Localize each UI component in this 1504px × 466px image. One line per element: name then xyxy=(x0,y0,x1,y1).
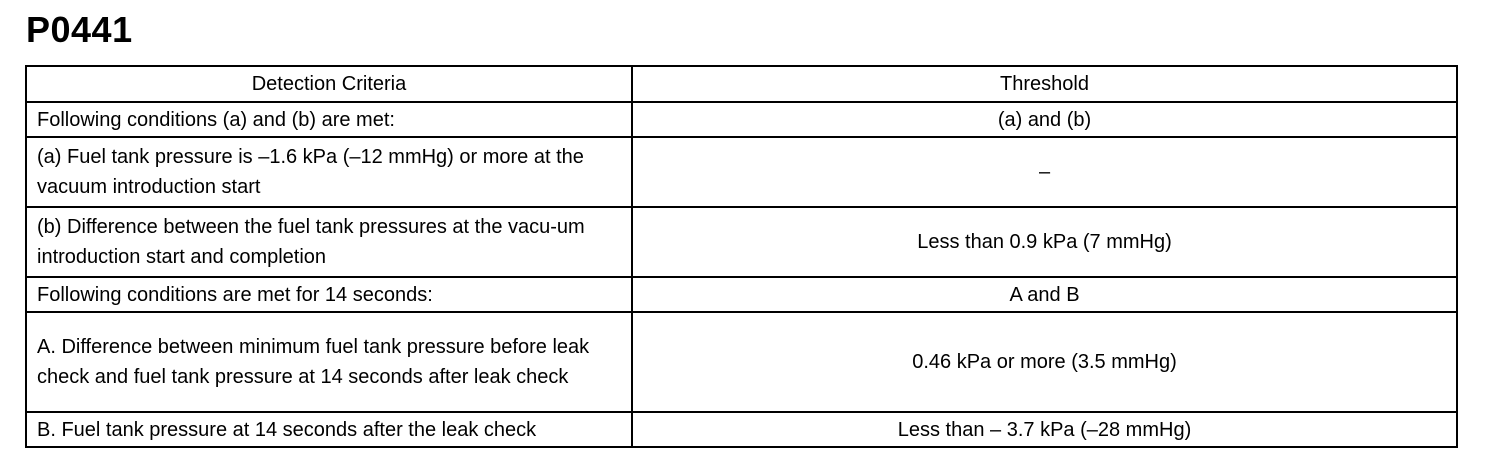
criteria-cell: A. Difference between minimum fuel tank pressure before leak check and fuel tank pressure at 14 seconds after leak check xyxy=(26,312,632,412)
table-row xyxy=(26,102,1457,137)
criteria-cell: B. Fuel tank pressure at 14 seconds after the leak check xyxy=(26,412,632,447)
threshold-cell: 0.46 kPa or more (3.5 mmHg) xyxy=(632,312,1457,412)
column-header-detection-criteria: Detection Criteria xyxy=(26,66,632,102)
threshold-cell: Less than 0.9 kPa (7 mmHg) xyxy=(632,207,1457,277)
table-row xyxy=(26,277,1457,312)
table-row xyxy=(26,207,1457,277)
table-row xyxy=(26,412,1457,447)
criteria-cell: (a) Fuel tank pressure is –1.6 kPa (–12 mmHg) or more at the vacuum introduction start xyxy=(26,137,632,207)
criteria-cell: Following conditions are met for 14 seconds: xyxy=(26,277,632,312)
table-row xyxy=(26,312,1457,412)
page-title: P0441 xyxy=(26,9,133,50)
threshold-cell: A and B xyxy=(632,277,1457,312)
table-header-row xyxy=(26,66,1457,102)
threshold-cell: (a) and (b) xyxy=(632,102,1457,137)
detection-criteria-table xyxy=(25,65,1458,448)
threshold-cell: – xyxy=(632,137,1457,207)
table-row xyxy=(26,137,1457,207)
criteria-cell: Following conditions (a) and (b) are met: xyxy=(26,102,632,137)
column-header-threshold: Threshold xyxy=(632,66,1457,102)
threshold-cell: Less than – 3.7 kPa (–28 mmHg) xyxy=(632,412,1457,447)
criteria-cell: (b) Difference between the fuel tank pressures at the vacu-um introduction start and completion xyxy=(26,207,632,277)
